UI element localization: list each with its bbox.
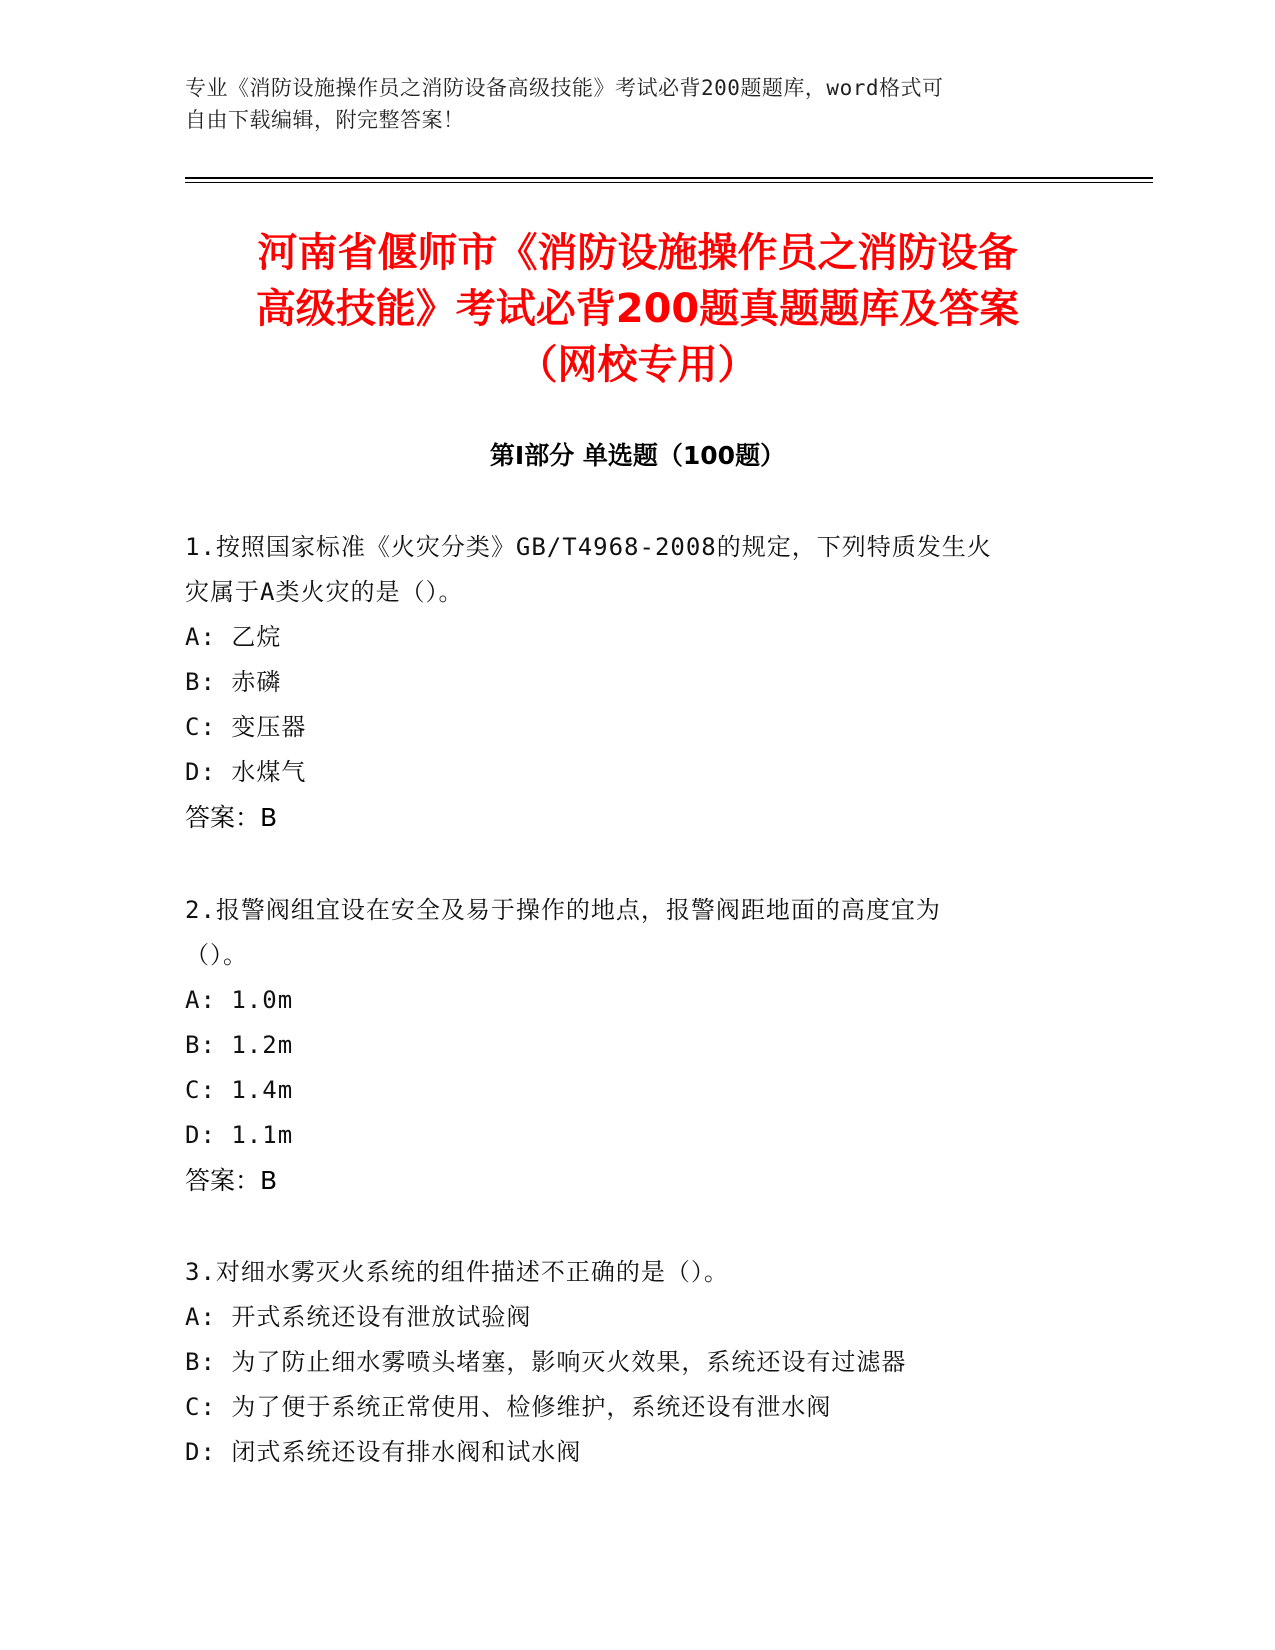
- question-2-option-a: A: 1.0m: [185, 986, 294, 1014]
- question-3-option-d: D: 闭式系统还设有排水阀和试水阀: [185, 1438, 582, 1466]
- question-1-option-d: D: 水煤气: [185, 758, 307, 786]
- header-note: [185, 72, 1065, 136]
- question-3-option-b: B: 为了防止细水雾喷头堵塞，影响灭火效果，系统还设有过滤器: [185, 1348, 907, 1376]
- header-rule-thick: [185, 177, 1153, 179]
- question-2-answer: 答案：B: [185, 1166, 278, 1195]
- question-3: [185, 1250, 1090, 1475]
- header-note-line-2: 自由下载编辑，附完整答案！: [185, 108, 465, 132]
- question-2-stem-line-2: （）。: [185, 941, 248, 969]
- question-3-stem-line-1: 3.对细水雾灭火系统的组件描述不正确的是（）。: [185, 1258, 729, 1286]
- question-2: [185, 888, 1090, 1203]
- question-1-answer: 答案：B: [185, 803, 278, 832]
- question-1-option-c: C: 变压器: [185, 713, 307, 741]
- question-2-stem-line-1: 2.报警阀组宜设在安全及易于操作的地点，报警阀距地面的高度宜为: [185, 896, 941, 924]
- question-1-stem-line-1: 1.按照国家标准《火灾分类》GB/T4968-2008的规定，下列特质发生火: [185, 533, 992, 561]
- question-2-option-b: B: 1.2m: [185, 1031, 294, 1059]
- document-title-line-2: 高级技能》考试必背200题真题题库及答案: [255, 286, 1020, 332]
- question-1: [185, 525, 1090, 840]
- question-3-option-c: C: 为了便于系统正常使用、检修维护，系统还设有泄水阀: [185, 1393, 832, 1421]
- section-title: 第Ⅰ部分 单选题（100题）: [489, 441, 786, 470]
- document-title-line-1: 河南省偃师市《消防设施操作员之消防设备: [257, 230, 1018, 276]
- question-1-stem-line-2: 灾属于A类火灾的是（）。: [185, 578, 464, 606]
- question-3-option-a: A: 开式系统还设有泄放试验阀: [185, 1303, 532, 1331]
- header-rule-thin: [185, 182, 1153, 183]
- question-1-option-b: B: 赤磷: [185, 668, 282, 696]
- question-1-option-a: A: 乙烷: [185, 623, 282, 651]
- question-2-option-c: C: 1.4m: [185, 1076, 294, 1104]
- question-2-option-d: D: 1.1m: [185, 1121, 294, 1149]
- document-title-line-3: （网校专用）: [517, 342, 758, 388]
- document-title: [185, 225, 1090, 393]
- header-note-line-1: 专业《消防设施操作员之消防设备高级技能》考试必背200题题库，word格式可: [185, 76, 944, 100]
